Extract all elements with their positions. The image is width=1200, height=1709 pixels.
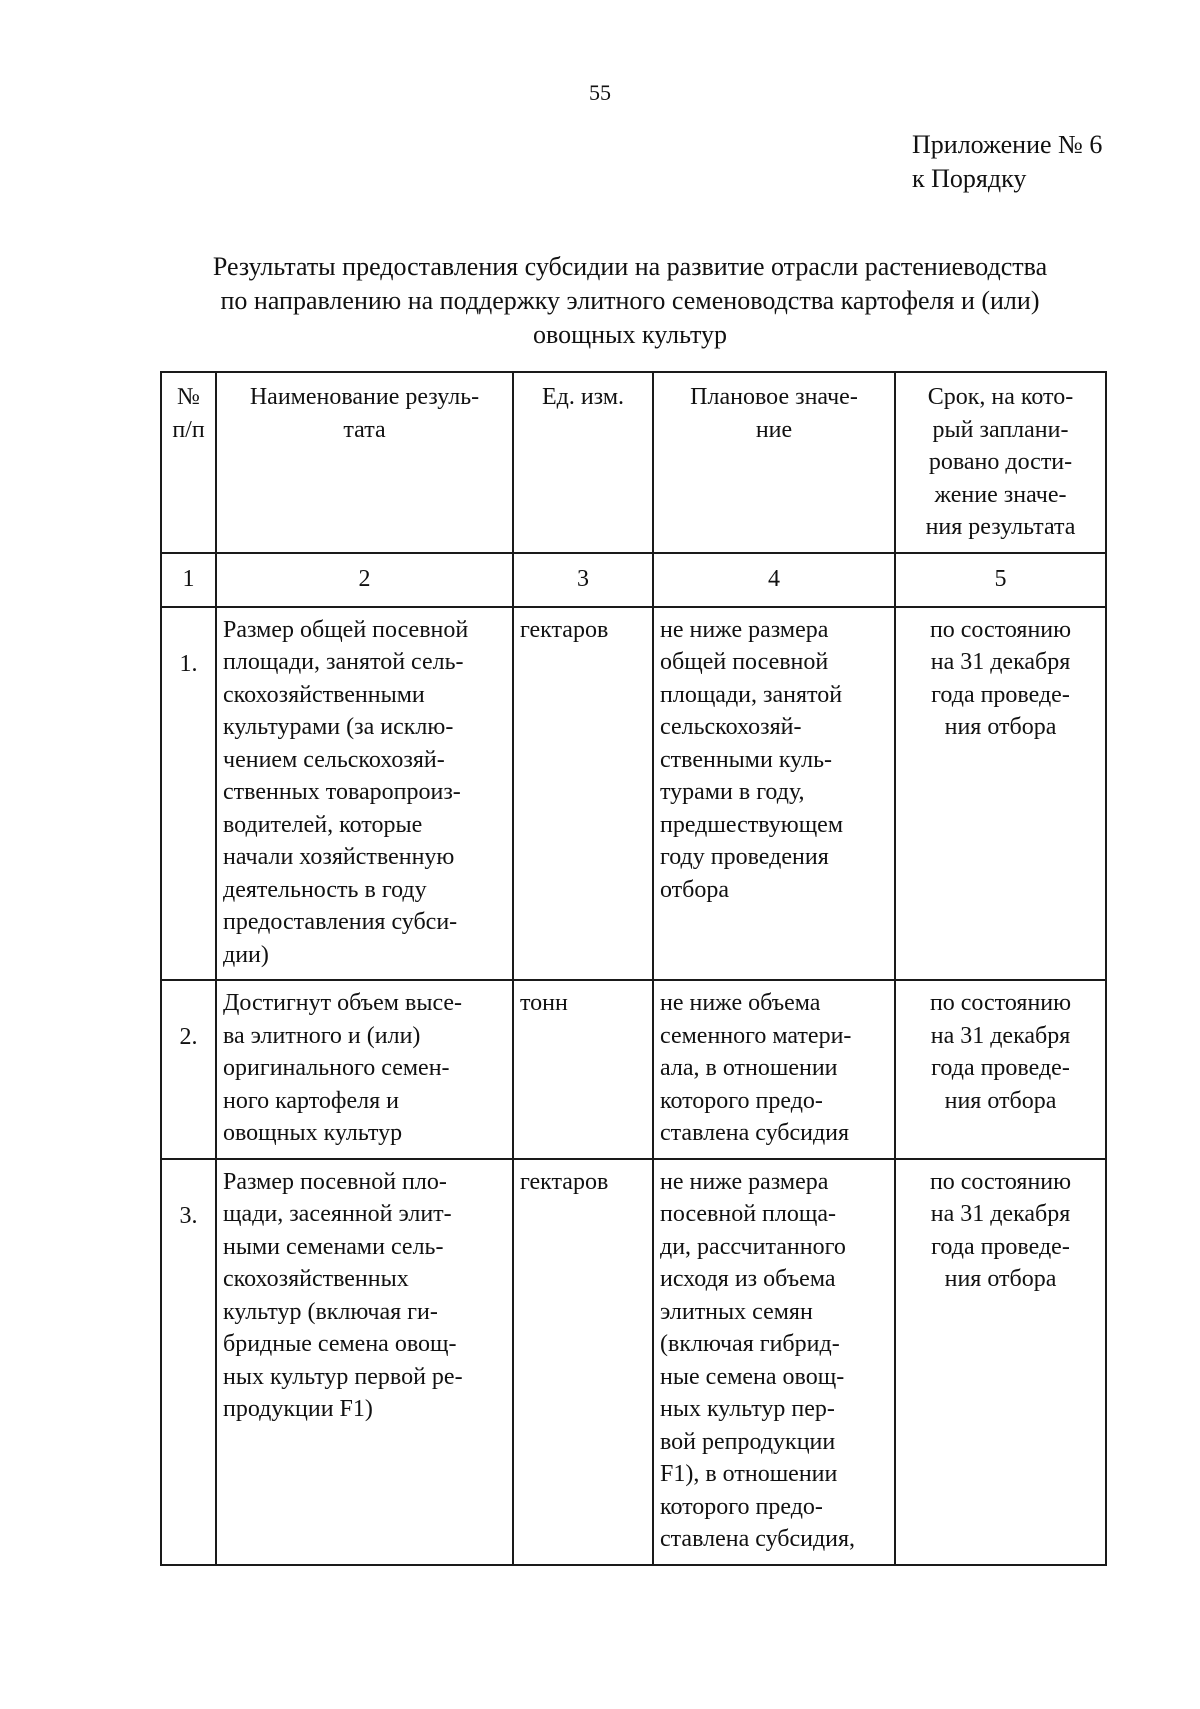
plan-value-cell: не ниже размера посевной площа- ди, рассчитанного исходя из объема элитных семян (включая гибрид- ные семена овощ- ных культур пер- вой репродукции F1), в отношении которого предо- ставлена субсидия, bbox=[653, 1159, 895, 1565]
table-row bbox=[161, 1159, 1106, 1565]
row-number: 3. bbox=[179, 1202, 198, 1229]
deadline-cell: по состоянию на 31 декабря года проведе- ния отбора bbox=[895, 607, 1106, 981]
deadline-cell: по состоянию на 31 декабря года проведе- ния отбора bbox=[895, 980, 1106, 1159]
row-number: 1. bbox=[179, 650, 198, 677]
appendix-reference bbox=[912, 128, 1102, 196]
result-name-cell: Достигнут объем высе- ва элитного и (или) оригинального семен- ного картофеля и овощных культур bbox=[216, 980, 513, 1159]
page-number: 55 bbox=[589, 80, 611, 105]
header-result-name: Наименование резуль- тата bbox=[216, 372, 513, 553]
column-number: 1 bbox=[161, 553, 216, 607]
table-row bbox=[161, 607, 1106, 981]
header-number: № п/п bbox=[161, 372, 216, 553]
plan-value-cell: не ниже размера общей посевной площади, занятой сельскохозяй- ственными куль- турами в году, предшествующем году проведения отбора bbox=[653, 607, 895, 981]
deadline-cell: по состоянию на 31 декабря года проведе- ния отбора bbox=[895, 1159, 1106, 1565]
row-number: 2. bbox=[179, 1024, 198, 1050]
header-unit: Ед. изм. bbox=[513, 372, 653, 553]
plan-value-cell: не ниже объема семенного матери- ала, в отношении которого предо- ставлена субсидия bbox=[653, 980, 895, 1159]
results-table bbox=[160, 371, 1107, 1566]
header-deadline: Срок, на кото- рый заплани- ровано дости- жение значе- ния результата bbox=[895, 372, 1106, 553]
title-line: Результаты предоставления субсидии на развитие отрасли растениеводства bbox=[212, 252, 1048, 281]
row-number-cell bbox=[161, 1159, 216, 1565]
column-number: 4 bbox=[653, 553, 895, 607]
appendix-line: Приложение № 6 bbox=[912, 130, 1103, 159]
header-plan-value: Плановое значе- ние bbox=[653, 372, 895, 553]
unit-cell: гектаров bbox=[513, 607, 653, 981]
column-number: 5 bbox=[895, 553, 1106, 607]
result-name-cell: Размер посевной пло- щади, засеянной элит- ными семенами сель- скохозяйственных культур (включая ги- бридные семена овощ- ных культур первой ре- продукции F1) bbox=[216, 1159, 513, 1565]
title-line: по направлению на поддержку элитного семеноводства картофеля и (или) bbox=[220, 286, 1040, 315]
unit-cell: гектаров bbox=[513, 1159, 653, 1565]
table-header-row bbox=[161, 372, 1106, 553]
column-number: 2 bbox=[216, 553, 513, 607]
document-title bbox=[150, 250, 1110, 352]
column-number: 3 bbox=[513, 553, 653, 607]
unit-cell: тонн bbox=[513, 980, 653, 1159]
row-number-cell bbox=[161, 607, 216, 981]
title-line: овощных культур bbox=[533, 320, 727, 349]
result-name-cell: Размер общей посевной площади, занятой сель- скохозяйственными культурами (за исклю- чением сельскохозяй- ственных товаропроиз- водителей, которые начали хозяйственную деятельность в году предоставления субси- дии) bbox=[216, 607, 513, 981]
appendix-line: к Порядку bbox=[912, 164, 1027, 193]
row-number-cell bbox=[161, 980, 216, 1159]
table-row bbox=[161, 980, 1106, 1159]
column-number-row bbox=[161, 553, 1106, 607]
